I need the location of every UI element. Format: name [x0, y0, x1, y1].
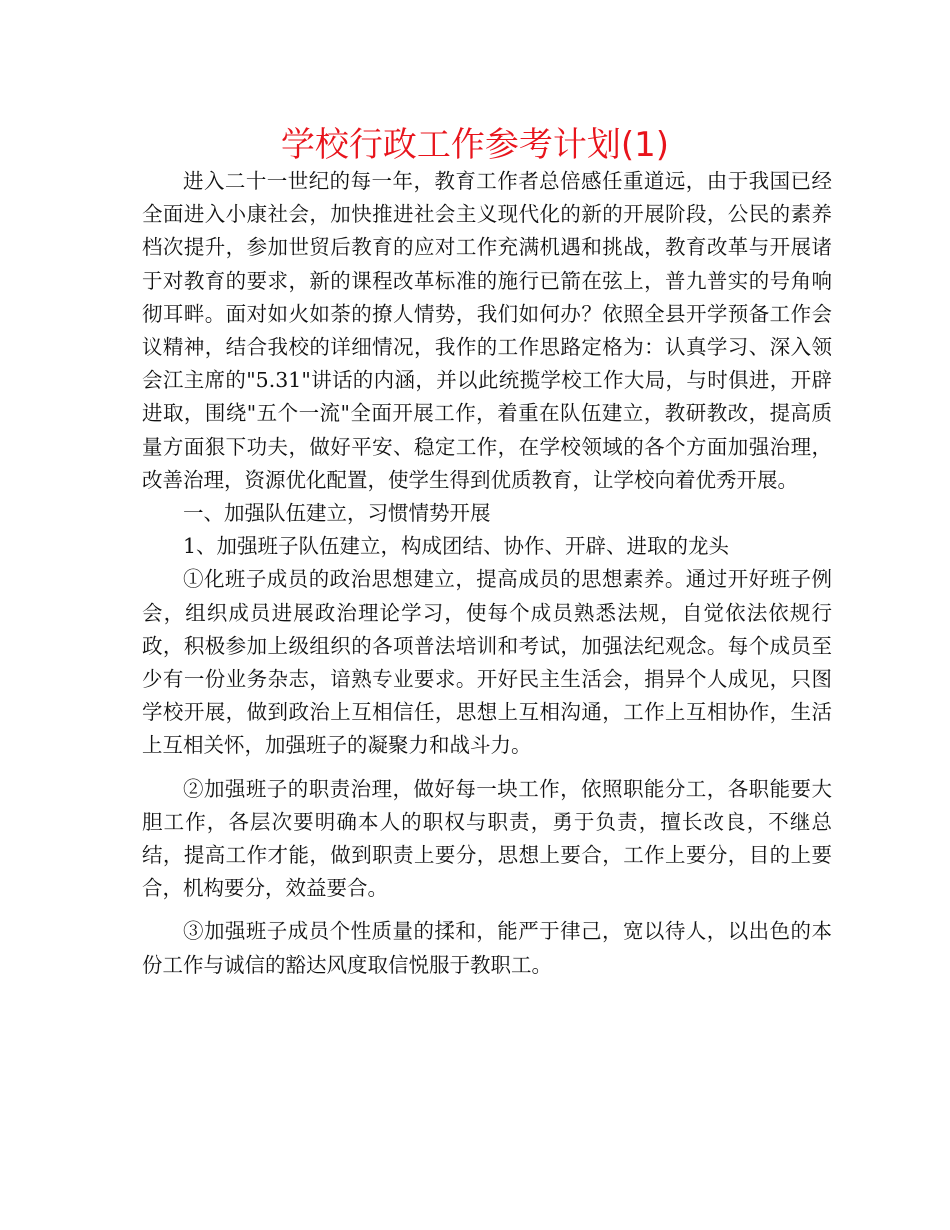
document-title: 学校行政工作参考计划(1)	[280, 125, 670, 165]
paragraph-item-3: ③加强班子成员个性质量的揉和，能严于律己，宽以待人，以出色的本份工作与诚信的豁达风度取信悦服于教职工。	[142, 919, 832, 977]
paragraph-intro: 进入二十一世纪的每一年，教育工作者总倍感任重道远，由于我国已经全面进入小康社会，加快推进社会主义现代化的新的开展阶段，公民的素养档次提升，参加世贸后教育的应对工作充满机遇和挑战，教育改革与开展诸于对教育的要求，新的课程改革标准的施行已箭在弦上，普九普实的号角响彻耳畔。面对如火如荼的撩人情势，我们如何办？依照全县开学预备工作会议精神，结合我校的详细情况，我作的工作思路定格为：认真学习、深入领会江主席的"5.31"讲话的内涵，并以此统揽学校工作大局，与时俱进，开辟进取，围绕"五个一流"全面开展工作，着重在队伍建立，教研教改，提高质量方面狠下功夫，做好平安、稳定工作，在学校领域的各个方面加强治理，改善治理，资源优化配置，使学生得到优质教育，让学校向着优秀开展。	[142, 169, 832, 492]
document-body	[142, 165, 832, 982]
paragraph-item-1: ①化班子成员的政治思想建立，提高成员的思想素养。通过开好班子例会，组织成员进展政治理论学习，使每个成员熟悉法规，自觉依法依规行政，积极参加上级组织的各项普法培训和考试，加强法纪观念。每个成员至少有一份业务杂志，谙熟专业要求。开好民主生活会，捐异个人成见，只图学校开展，做到政治上互相信任，思想上互相沟通，工作上互相协作，生活上互相关怀，加强班子的凝聚力和战斗力。	[142, 567, 832, 758]
subsection-heading-1: 1、加强班子队伍建立，构成团结、协作、开辟、进取的龙头	[183, 534, 730, 559]
paragraph-item-2: ②加强班子的职责治理，做好每一块工作，依照职能分工，各职能要大胆工作，各层次要明确本人的职权与职责，勇于负责，擅长改良，不继总结，提高工作才能，做到职责上要分，思想上要合，工作上要分，目的上要合，机构要分，效益要合。	[142, 776, 832, 901]
section-heading-1: 一、加强队伍建立，习惯情势开展	[183, 501, 491, 526]
